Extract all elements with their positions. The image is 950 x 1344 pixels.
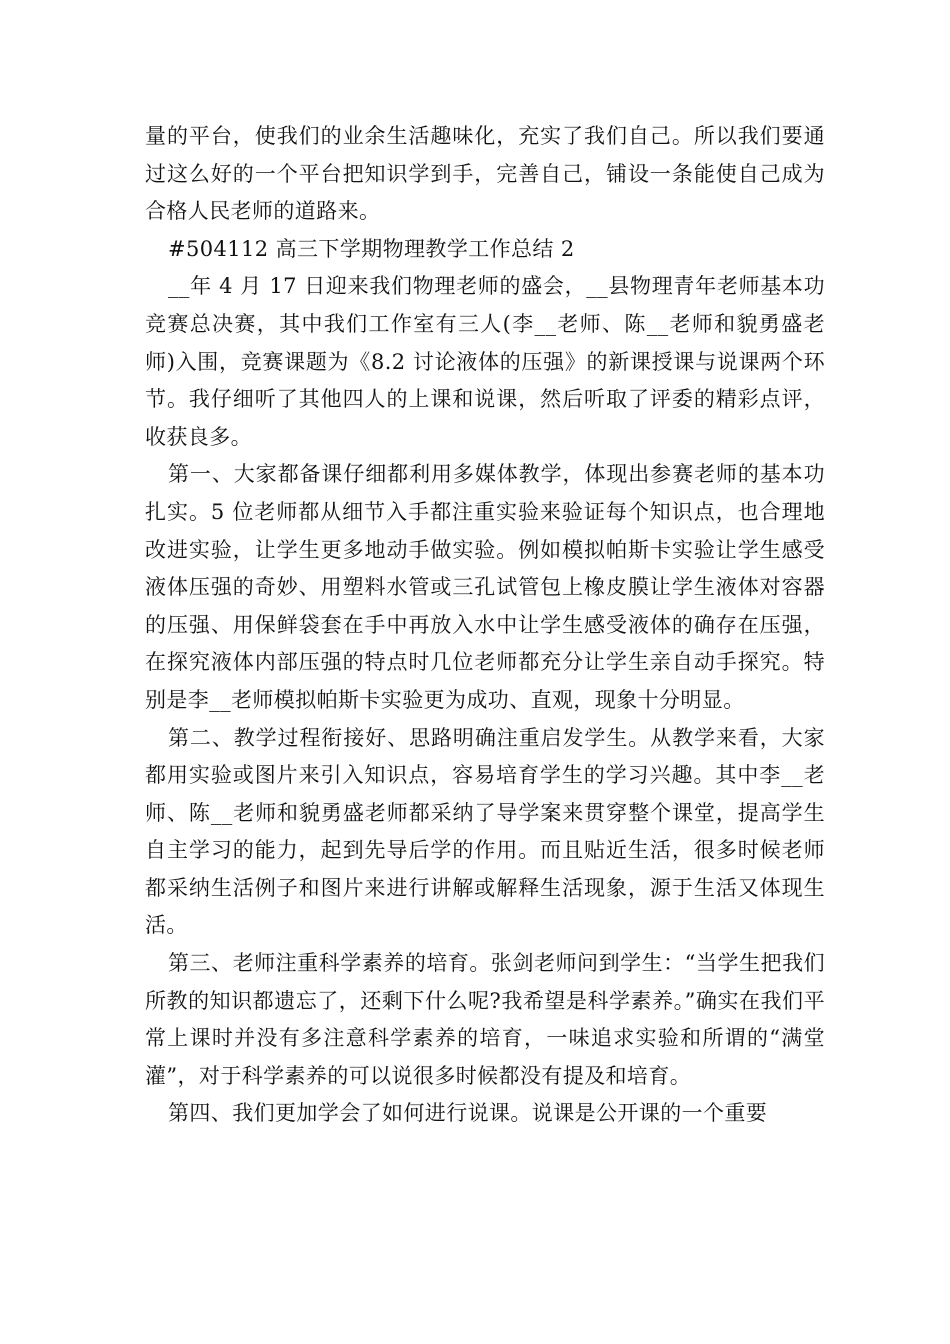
paragraph-intro: __年 4 月 17 日迎来我们物理老师的盛会，__县物理青年老师基本功竞赛总决赛，其中我们工作室有三人(李__老师、陈__老师和貌勇盛老师)入围，竞赛课题为《8.2 讨论液体的压强》的新课授课与说课两个环节。我仔细听了其他四人的上课和说课，然后听取了评委的精彩点评，收获良多。 — [145, 274, 825, 449]
document-body — [145, 118, 825, 1133]
paragraph-point-1: 第一、大家都备课仔细都利用多媒体教学，体现出参赛老师的基本功扎实。5 位老师都从细节入手都注重实验来验证每个知识点，也合理地改进实验，让学生更多地动手做实验。例如模拟帕斯卡实验让学生感受液体压强的奇妙、用塑料水管或三孔试管包上橡皮膜让学生液体对容器的压强、用保鲜袋套在手中再放入水中让学生感受液体的确存在压强，在探究液体内部压强的特点时几位老师都充分让学生亲自动手探究。特别是李__老师模拟帕斯卡实验更为成功、直观，现象十分明显。 — [145, 462, 825, 712]
paragraph-point-2: 第二、教学过程衔接好、思路明确注重启发学生。从教学来看，大家都用实验或图片来引入知识点，容易培育学生的学习兴趣。其中李__老师、陈__老师和貌勇盛老师都采纳了导学案来贯穿整个课堂，提高学生自主学习的能力，起到先导后学的作用。而且贴近生活，很多时候老师都采纳生活例子和图片来进行讲解或解释生活现象，源于生活又体现生活。 — [145, 725, 825, 938]
section-heading: #504112 高三下学期物理教学工作总结 2 — [168, 236, 575, 261]
paragraph-point-3: 第三、老师注重科学素养的培育。张剑老师问到学生：“当学生把我们所教的知识都遗忘了，还剩下什么呢?我希望是科学素养。”确实在我们平常上课时并没有多注意科学素养的培育，一味追求实验和所谓的“满堂灌”，对于科学素养的可以说很多时候都没有提及和培育。 — [145, 951, 825, 1088]
paragraph-point-4: 第四、我们更加学会了如何进行说课。说课是公开课的一个重要 — [168, 1101, 768, 1126]
paragraph-continuation: 量的平台，使我们的业余生活趣味化，充实了我们自己。所以我们要通过这么好的一个平台把知识学到手，完善自己，铺设一条能使自己成为合格人民老师的道路来。 — [145, 124, 825, 224]
